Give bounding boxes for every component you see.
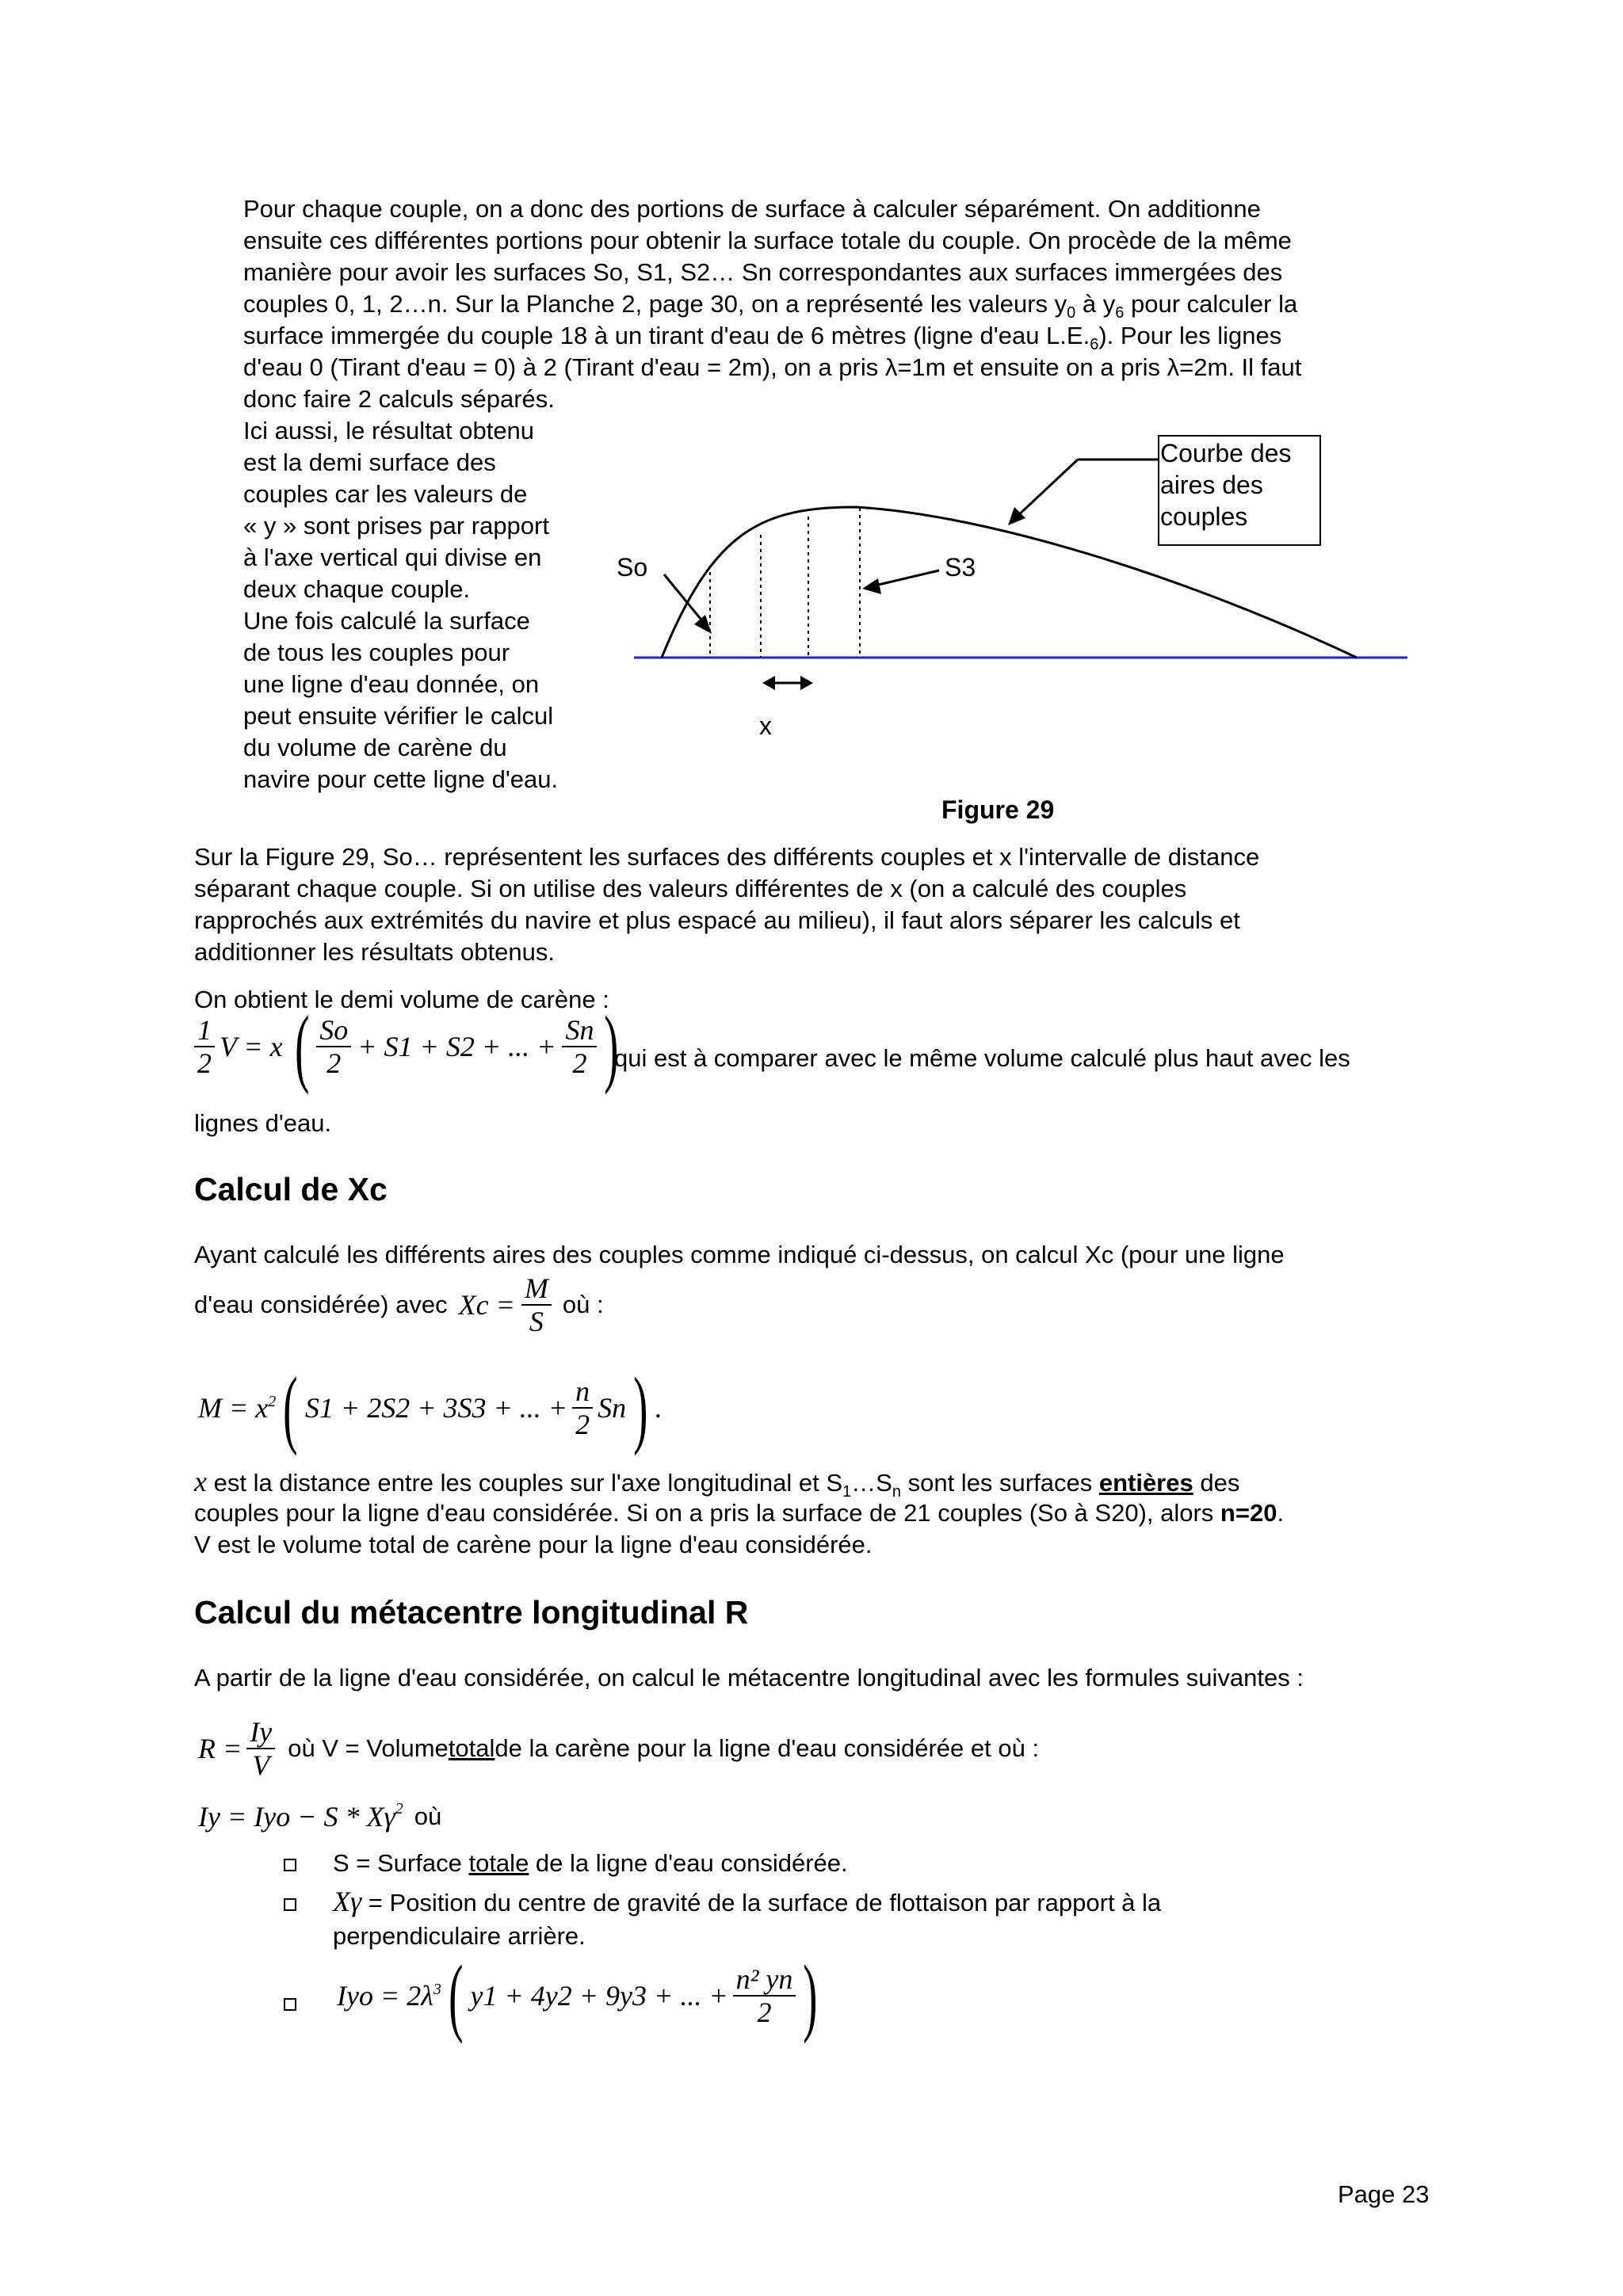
formula-m xyxy=(198,1360,663,1456)
iy-square: 2 xyxy=(395,1800,403,1817)
def-mid: …S xyxy=(851,1469,892,1497)
xc-lhs: Xc = xyxy=(458,1289,515,1321)
half-den: 2 xyxy=(197,1047,212,1079)
formula-middle: + S1 + S2 + ... + xyxy=(357,1031,556,1062)
xc-line-2-start: d'eau considérée) avec xyxy=(194,1291,448,1318)
curve-label xyxy=(1160,437,1291,532)
intro-line-5-text: surface immergée du couple 18 à un tirant d'eau de 6 mètres (ligne d'eau L.E. xyxy=(243,322,1090,349)
side-line: couples car les valeurs de xyxy=(243,480,528,508)
curve-label-line: couples xyxy=(1160,502,1248,531)
curve-arrow xyxy=(1014,460,1078,519)
def-sub-1: 1 xyxy=(842,1483,852,1501)
side-line: est la demi surface des xyxy=(243,448,496,476)
side-line: « y » sont prises par rapport xyxy=(243,512,549,540)
def-c: des xyxy=(1193,1469,1240,1497)
formula1-tail: lignes d'eau. xyxy=(194,1109,332,1137)
m-body: S1 + 2S2 + 3S3 + ... + xyxy=(304,1392,568,1424)
iyo-cube: 3 xyxy=(433,1981,441,1998)
m-dot: . xyxy=(655,1392,663,1424)
xc-line-1: Ayant calculé les différents aires des couples comme indiqué ci-dessus, on calcul Xc (pour une ligne xyxy=(194,1241,1285,1268)
curve-label-line: aires des xyxy=(1160,471,1263,499)
v-eq-x: V = x xyxy=(220,1031,283,1062)
intro-line-2: ensuite ces différentes portions pour obtenir la surface totale du couple. On procède de la même xyxy=(243,227,1292,254)
paren-left: ( xyxy=(294,998,310,1095)
figure-29-diagram xyxy=(0,0,1623,871)
label-x: x xyxy=(759,711,772,740)
paren-right: ) xyxy=(803,1947,818,2044)
side-line: de tous les couples pour xyxy=(243,639,510,666)
r-line-1: A partir de la ligne d'eau considérée, on calcul le métacentre longitudinal avec les formules suivantes : xyxy=(194,1664,1304,1691)
sn-den: 2 xyxy=(572,1047,587,1079)
paren-right: ) xyxy=(633,1360,648,1456)
r-text-a: où V = Volume xyxy=(288,1734,449,1762)
bullet-2-a: = Position du centre de gravité de la surface de flottaison par rapport à la xyxy=(361,1889,1162,1917)
section-title-r: Calcul du métacentre longitudinal R xyxy=(194,1594,749,1630)
paren-right: ) xyxy=(604,998,619,1095)
after-fig-line: rapprochés aux extrémités du navire et plus espacé au milieu), il faut alors séparer les calculs et xyxy=(194,906,1240,934)
x-arrowhead-right xyxy=(800,676,813,690)
r-text-b: de la carène pour la ligne d'eau considérée et où : xyxy=(495,1734,1040,1762)
def-a: est la distance entre les couples sur l'axe longitudinal et S xyxy=(206,1469,843,1497)
intro-sub-0: 0 xyxy=(1067,304,1076,322)
so-fraction xyxy=(316,1014,351,1079)
formula1-text: qui est à comparer avec le même volume calculé plus haut avec les xyxy=(614,1044,1350,1072)
xc-num: M xyxy=(521,1272,552,1306)
bullet-2-var: Xγ xyxy=(333,1886,362,1917)
xc-den: S xyxy=(529,1306,544,1337)
formula-iy xyxy=(198,1800,441,1833)
s3-arrowhead xyxy=(862,578,881,594)
r-den: V xyxy=(252,1749,270,1781)
xc-line-2-end: où : xyxy=(562,1291,604,1318)
demi-volume-intro: On obtient le demi volume de carène : xyxy=(194,986,609,1013)
figure-caption: Figure 29 xyxy=(941,795,1055,824)
intro-line-5-sub: 6 xyxy=(1090,336,1099,354)
def-b: sont les surfaces xyxy=(900,1469,1099,1497)
intro-line-1: Pour chaque couple, on a donc des portions de surface à calculer séparément. On additionne xyxy=(243,195,1261,223)
half-num: 1 xyxy=(194,1014,215,1047)
m-n: n xyxy=(572,1375,593,1409)
bullet-2 xyxy=(333,1886,1161,1919)
so-arrow xyxy=(664,574,704,623)
def-2-bold: n=20 xyxy=(1220,1499,1277,1527)
formula-iyo xyxy=(337,1947,825,2044)
so-den: 2 xyxy=(327,1047,342,1079)
side-line: une ligne d'eau donnée, on xyxy=(243,670,540,698)
intro-line-4-end: pour calculer la xyxy=(1124,290,1298,318)
side-line: deux chaque couple. xyxy=(243,575,471,603)
sn-num: Sn xyxy=(562,1014,597,1047)
bullet-1-b: de la ligne d'eau considérée. xyxy=(529,1849,848,1877)
label-s3: S3 xyxy=(945,553,976,582)
def-2a: couples pour la ligne d'eau considérée. Si on a pris la surface de 21 couples (So à S20), alors xyxy=(194,1499,1220,1527)
side-line: Une fois calculé la surface xyxy=(243,607,530,635)
x-var: x xyxy=(194,1466,207,1497)
m-square: 2 xyxy=(268,1393,277,1410)
side-line: Ici aussi, le résultat obtenu xyxy=(243,417,535,444)
intro-line-6: d'eau 0 (Tirant d'eau = 0) à 2 (Tirant d'eau = 2m), on a pris λ=1m et ensuite on a pris λ=2m. Il faut xyxy=(243,353,1302,381)
bullet-1-totale: totale xyxy=(468,1849,529,1877)
xc-def-line-3: V est le volume total de carène pour la ligne d'eau considérée. xyxy=(194,1531,873,1558)
def-2c: . xyxy=(1277,1499,1285,1527)
x-arrowhead-left xyxy=(762,676,775,690)
sn-fraction xyxy=(562,1014,597,1079)
intro-sub-6: 6 xyxy=(1115,304,1125,322)
def-bold: entières xyxy=(1098,1469,1193,1497)
formula-r xyxy=(198,1716,1039,1781)
def-sub-n: n xyxy=(892,1483,901,1501)
bullet-square xyxy=(284,1998,296,2011)
iy-formula: Iy = Iyo − S * Xγ xyxy=(198,1801,395,1833)
iyo-den: 2 xyxy=(757,1997,772,2028)
paren-left: ( xyxy=(449,1947,464,2044)
so-arrowhead xyxy=(694,615,712,634)
xc-def-line-2 xyxy=(194,1497,1284,1529)
m-n-fraction xyxy=(572,1375,593,1440)
intro-line-4-text: couples 0, 1, 2…n. Sur la Planche 2, page 30, on a représenté les valeurs y xyxy=(243,290,1067,318)
intro-line-3: manière pour avoir les surfaces So, S1, S2… Sn correspondantes aux surfaces immergées des xyxy=(243,258,1283,286)
intro-line-7: donc faire 2 calculs séparés. xyxy=(243,385,555,413)
page-number: Page 23 xyxy=(1338,2180,1430,2208)
after-fig-line: Sur la Figure 29, So… représentent les surfaces des différents couples et x l'intervalle de distance xyxy=(194,843,1260,871)
iyo-body: y1 + 4y2 + 9y3 + ... + xyxy=(470,1980,728,2012)
bullet-1 xyxy=(333,1848,848,1879)
iyo-num: n² yn xyxy=(733,1963,796,1997)
s3-arrow xyxy=(872,570,939,586)
m-two: 2 xyxy=(575,1409,590,1440)
intro-line-5-end: ). Pour les lignes xyxy=(1098,322,1282,349)
curve-label-line: Courbe des xyxy=(1160,439,1292,467)
xc-fraction xyxy=(521,1272,552,1337)
label-so: So xyxy=(617,553,648,582)
iy-ou: où xyxy=(414,1802,442,1830)
r-text-total: total xyxy=(448,1734,495,1762)
iyo-lhs: Iyo = 2λ xyxy=(337,1980,433,2012)
side-line: à l'axe vertical qui divise en xyxy=(243,543,542,571)
bullet-square xyxy=(284,1859,296,1871)
r-num: Iy xyxy=(246,1716,275,1749)
so-num: So xyxy=(316,1014,351,1047)
m-lhs: M = x xyxy=(198,1392,269,1424)
side-line: navire pour cette ligne d'eau. xyxy=(243,765,559,793)
r-lhs: R = xyxy=(198,1733,242,1764)
side-line: peut ensuite vérifier le calcul xyxy=(243,702,554,730)
side-line: du volume de carène du xyxy=(243,734,507,761)
bullet-1-a: S = Surface xyxy=(333,1849,469,1877)
r-fraction xyxy=(246,1716,275,1781)
section-title-xc: Calcul de Xc xyxy=(194,1171,388,1207)
bullet-square xyxy=(284,1898,296,1911)
xc-line-2 xyxy=(194,1272,604,1337)
m-sn: Sn xyxy=(598,1392,627,1424)
bullet-2-cont: perpendiculaire arrière. xyxy=(333,1922,586,1950)
paren-left: ( xyxy=(283,1360,298,1456)
after-fig-line: séparant chaque couple. Si on utilise des valeurs différentes de x (on a calculé des couples xyxy=(194,875,1187,902)
after-fig-line: additionner les résultats obtenus. xyxy=(194,938,555,966)
iyo-fraction xyxy=(733,1963,796,2028)
intro-line-4-mid: à y xyxy=(1075,290,1116,318)
half-fraction xyxy=(194,1014,215,1079)
